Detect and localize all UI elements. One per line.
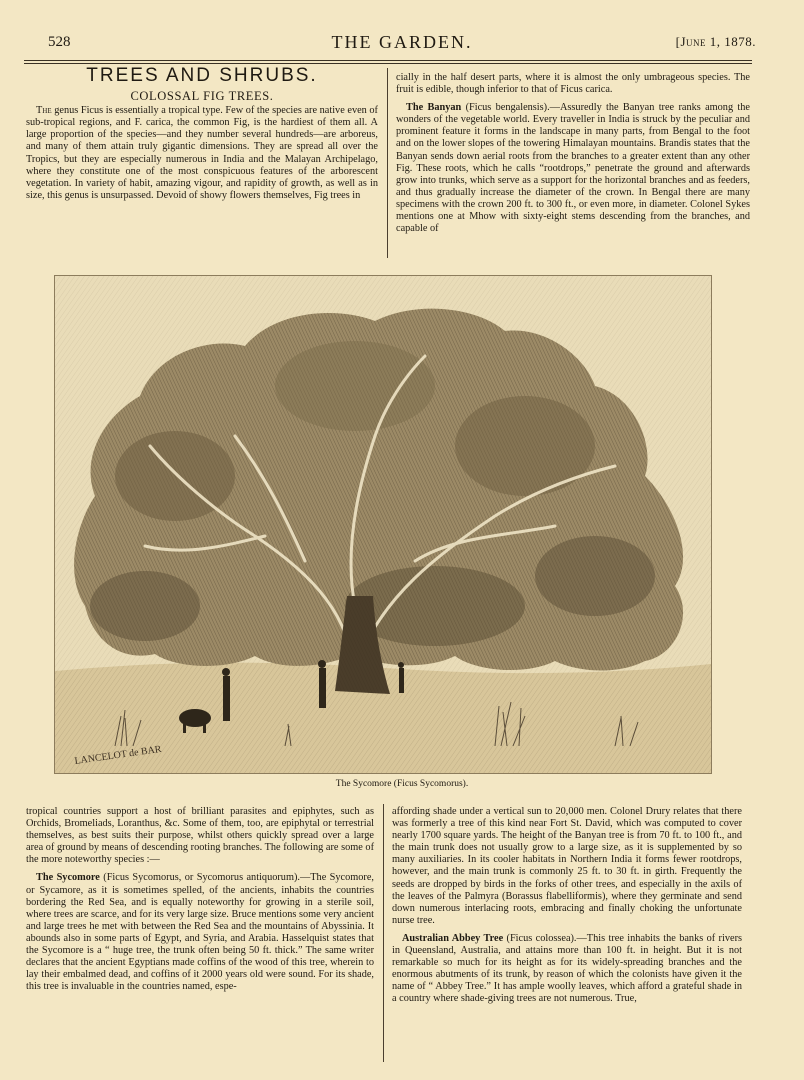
banyan-continued-paragraph: affording shade under a vertical sun to 20,000 men. Colonel Drury relates that there was formerly a tree of this kind near Fort St. David, which was computed to cover nearly 1700 square yards. The height of the Banyan tree is from 70 ft. to 100 ft., and the main trunk does not usually grow to a large size, as it is supplemented by so many auxiliaries. In its cooler habitats in Northern India it forms fewer rootdrops, however, and the main trunk is commonly 25 ft. to 30 ft. in girth. Frequently the seeds are dropped by birds in the forks of other trees, and especially in the axils of the leaves of the Palmyra (Borassus flabelliformis), where they germinate and send down numerous interlacing roots, embracing and finally choking the unfortunate nurse tree. xyxy=(392,806,742,926)
figure-caption: The Sycomore (Ficus Sycomorus). xyxy=(335,779,469,789)
banyan-heading: The Banyan xyxy=(406,102,462,114)
bottom-left-column xyxy=(26,806,374,993)
top-right-column xyxy=(396,72,750,235)
sycomore-heading: The Sycomore xyxy=(36,872,100,884)
umbrageous-paragraph: cially in the half desert parts, where it is almost the only umbrageous species. The fruit is edible, though inferior to that of Ficus carica. xyxy=(396,72,750,96)
column-divider-top xyxy=(387,68,388,258)
sycomore-paragraph: The Sycomore (Ficus Sycomorus, or Sycomorus antiquorum).—The Sycomore, or Sycamore, as it is sometimes spelled, of the ancients, inhabits the countries bordering the Red Sea, and is equally noteworthy for growing in a sterile soil, where trees are scarce, and for its very large size. Bruce mentions some very ancient and large trees he met with between the Red Sea and the mountains of Abyssinia. It abounds also in some parts of Egypt, and Syria, and Arabia. Hasselquist states that the Sycomore is a “ huge tree, the trunk often being 50 ft. thick.” The same writer declares that the ancient Egyptians made coffins of the wood of this tree, wherein to lay their embalmed dead, and coffins of it 2000 years old were sound. For its shade, this tree is invaluable in the countries named, espe- xyxy=(26,872,374,993)
issue-date: [June 1, 1878. xyxy=(675,34,756,49)
abbey-tree-paragraph: Australian Abbey Tree (Ficus colossea).—This tree inhabits the banks of rivers in Queensland, Australia, and attains more than 100 ft. in height. But it is not remarkable so much for its height as for its widely-spreading branches and the enormous abutments of its trunk, by reason of which the colonists have given it the name of “ Abbey Tree.” It has ample woolly leaves, which afford a grateful shade in a country where shade-giving trees are not numerous. True, xyxy=(392,932,742,1005)
engraver-signature: LANCELOT de BAR xyxy=(73,743,163,767)
header-rule-double xyxy=(24,63,752,64)
page-header xyxy=(30,34,774,60)
header-rule xyxy=(24,60,752,61)
bottom-right-column xyxy=(392,806,742,1006)
sycomore-engraving xyxy=(54,275,712,774)
page-number: 528 xyxy=(48,34,71,50)
dropcap-word: The xyxy=(36,105,52,117)
top-left-column xyxy=(26,65,378,202)
column-divider-bottom xyxy=(383,804,384,1062)
parasites-paragraph: tropical countries support a host of brilliant parasites and epiphytes, such as Orchids, Bromeliads, Loranthus, &c. Some of them, too, are epiphytal or terrestrial themselves, as best suits their purpose, whilst others quickly spread over a large area of ground by means of descending rooting branches. The following are some of the more noteworthy species :— xyxy=(26,806,374,866)
tree-illustration xyxy=(55,276,711,773)
abbey-tree-heading: Australian Abbey Tree xyxy=(402,932,504,944)
intro-paragraph: The genus Ficus is essentially a tropical type. Few of the species are native even of sub-tropical regions, and F. carica, the common Fig, is the hardiest of them all. A large proportion of the species—and they number several hundreds—are arboreus, and many of them attain truly gigantic dimensions. They are spread all over the Tropics, but they are especially numerous in India and the Malayan Archipelago, where they constitute one of the most conspicuous features of the arborescent vegetation. In variety of habit, amazing vigour, and rapidity of growth, as well as in size, this genus is unsurpassed. Devoid of showy flowers themselves, Fig trees in xyxy=(26,105,378,201)
banyan-paragraph: The Banyan (Ficus bengalensis).—Assuredly the Banyan tree ranks among the wonders of the vegetable world. Every traveller in India is struck by the peculiar and prominent feature it forms in the landscape in many parts, from Bengal to the foot and on the lower slopes of the towering Himalayan mountains. Brandis states that the Banyan sends down aerial roots from the branches to a greater extent than any other Fig. These roots, which he calls “rootdrops,” penetrate the ground and afterwards grow into trunks, which serve as a support for the horizontal branches and as feeders, and thus gradually increase the diameter of the crown. In Bengal there are many specimens with the crown 200 ft. to 300 ft., or even more, in diameter. Colonel Sykes mentions one at Mhow with sixty-eight stems descending from the branches, and capable of xyxy=(396,102,750,235)
section-title: TREES AND SHRUBS. xyxy=(86,65,318,86)
journal-title: THE GARDEN. xyxy=(331,32,473,52)
article-subtitle: COLOSSAL FIG TREES. xyxy=(130,89,274,104)
